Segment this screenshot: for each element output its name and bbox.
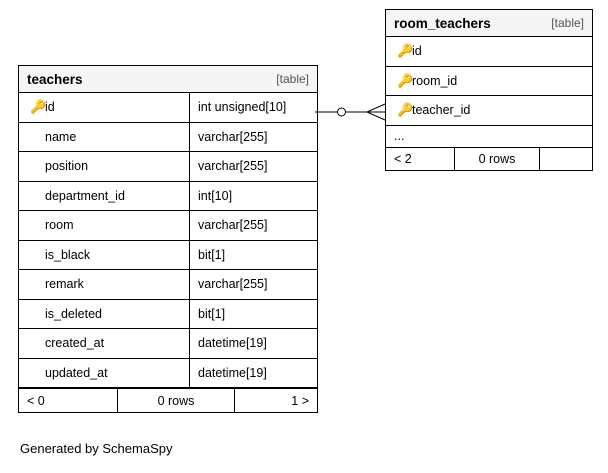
relationship-connector [315, 100, 390, 130]
table-row[interactable] [19, 241, 317, 271]
column-label: id [45, 100, 55, 115]
column-name-cell [19, 211, 189, 240]
column-type-cell: bit[1] [189, 241, 317, 270]
primary-key-icon: 🔑 [397, 43, 414, 59]
generated-by-caption: Generated by SchemaSpy [20, 441, 173, 456]
column-name-cell [19, 123, 189, 152]
column-type-cell: varchar[255] [189, 211, 317, 240]
table-row[interactable] [386, 96, 592, 126]
prev-page-button[interactable]: < 0 [27, 393, 45, 408]
foreign-key-icon: 🔑 [397, 72, 414, 88]
row-count-label: 0 rows [454, 148, 540, 170]
table-row[interactable] [19, 359, 317, 389]
column-name-cell [19, 300, 189, 329]
column-type-cell: int unsigned[10] [189, 93, 317, 122]
table-room-teachers-footer [386, 148, 592, 170]
row-count-label: 0 rows [117, 389, 235, 412]
column-label: room [45, 218, 74, 233]
table-teachers[interactable] [18, 65, 318, 413]
table-row[interactable] [19, 93, 317, 123]
column-label: position [45, 159, 89, 174]
table-row[interactable] [19, 152, 317, 182]
column-label: updated_at [45, 365, 108, 380]
table-row[interactable] [19, 300, 317, 330]
column-label: created_at [45, 336, 105, 351]
column-name-cell [19, 270, 189, 299]
column-label: id [412, 44, 422, 59]
table-teachers-tag: [table] [276, 72, 309, 86]
column-type-cell: varchar[255] [189, 152, 317, 181]
column-type-cell: datetime[19] [189, 329, 317, 358]
column-label: is_black [45, 247, 91, 262]
column-type-cell: varchar[255] [189, 270, 317, 299]
table-row[interactable] [19, 182, 317, 212]
column-name-cell [19, 241, 189, 270]
table-row[interactable] [19, 270, 317, 300]
column-label: remark [45, 277, 84, 292]
table-room-teachers[interactable] [385, 9, 593, 171]
column-label: is_deleted [45, 306, 102, 321]
column-label: teacher_id [412, 103, 471, 118]
column-label: name [45, 129, 77, 144]
table-room-teachers-title: room_teachers [394, 15, 491, 31]
column-type-cell: datetime[19] [189, 359, 317, 388]
column-name-cell [19, 329, 189, 358]
table-row[interactable] [19, 211, 317, 241]
table-row[interactable] [386, 37, 592, 67]
column-name-cell [386, 37, 575, 66]
column-name-cell [19, 359, 189, 388]
table-teachers-footer [19, 388, 317, 412]
column-type-cell: int[10] [189, 182, 317, 211]
table-row[interactable] [19, 329, 317, 359]
crows-foot-icon [367, 104, 385, 120]
column-name-cell [19, 152, 189, 181]
column-name-cell [19, 93, 189, 122]
table-teachers-title: teachers [27, 71, 83, 87]
table-room-teachers-tag: [table] [551, 16, 584, 30]
column-name-cell [386, 96, 575, 125]
next-page-button[interactable] [540, 148, 592, 170]
foreign-key-icon: 🔑 [397, 102, 414, 118]
column-label: department_id [45, 188, 125, 203]
column-label: room_id [412, 73, 458, 88]
next-page-button[interactable]: 1 > [291, 393, 309, 408]
column-type-cell: varchar[255] [189, 123, 317, 152]
table-row[interactable] [19, 123, 317, 153]
prev-page-button[interactable]: < 2 [394, 151, 412, 166]
primary-key-icon: 🔑 [30, 99, 47, 115]
column-type-cell: bit[1] [189, 300, 317, 329]
column-name-cell [19, 182, 189, 211]
table-room-teachers-header [386, 10, 592, 37]
column-name-cell [386, 67, 575, 96]
table-teachers-header [19, 66, 317, 93]
table-row[interactable] [386, 67, 592, 97]
zero-marker-icon [338, 108, 346, 116]
more-columns-indicator: ... [386, 126, 592, 148]
